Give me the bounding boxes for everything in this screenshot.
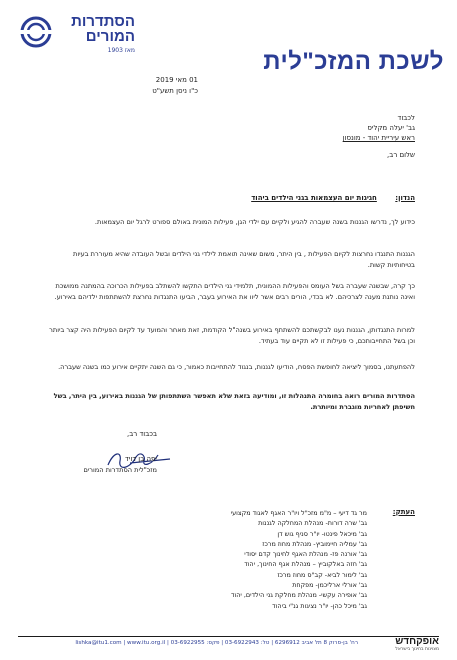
body-paragraph: למרות התנגדותן, הגננות נענו לבקשתכם להשתתף באירוע בשנה"ל הקודמת, זאת מאחר והמועד עד לקיום הפעילות היה קצר ביותר וכן בשל התחייבותכם, כי פעילות זו לא תקיים עוד בעתיד.	[49, 326, 415, 345]
body-paragraph: להפתעתנו, בסמוך ליציאה לחופשת הפסח, הודיעו לגננות, בנגוד להתחייבות כאמור, כי גם השנה יתקיים אירוע כמו בשנה שעברה.	[58, 363, 415, 371]
cc-item: גב' אופירה עקשי- מנהלת מחלקת גני הילדים, יהוד	[231, 591, 367, 600]
logo-wordmark: הסתדרות המורים	[71, 13, 135, 45]
closing-regards: בכבוד רב,	[127, 430, 157, 438]
ofek-chadash-logo	[377, 636, 439, 652]
cc-item: גב' עמליה חיימוביץ- מנהלת מחוז מרכז	[262, 539, 367, 548]
date-hebrew: כ"ו ניסן תשע"ט	[152, 87, 198, 95]
cc-item: גב' אורנה פז- מנהלת האגף לחינוך קדם יסודי	[244, 550, 367, 559]
body-paragraph: כידוע לך, נדרשו הגננות בשנה שעברה להגיע ולקיים עם ילדי הגן, פעילות המונית באולם ספורט לרגל יום העצמאות.	[94, 218, 415, 226]
signer-title: מזכ"לית הסתדרות המורים	[83, 466, 157, 474]
cc-item: גב' שרה דורות- מנהלת המחלקה לגננות	[258, 519, 367, 528]
union-emblem-icon	[20, 16, 52, 48]
subject-text: חגיגות יום העצמאות בגני הילדים ביהוד	[251, 194, 377, 202]
recipient-title: ראש עיריית יהוד - מונסון	[342, 134, 415, 142]
footer-divider	[18, 636, 439, 637]
logo-year: מאז 1903	[107, 47, 135, 54]
cc-item: גב' חזה באלקוביץ – מנהלת אגף החינוך, יהוד	[244, 560, 367, 569]
recipient-name: גב' יעלה מקליס	[367, 124, 415, 132]
body-paragraph: הגננות התנגדו נחרצות לקיום הפעילות , בין היתר, משום שאינה תואמת לילדי גני הילדים ובשל העובדה שהיא מעוררת בעיות בטיחותיות קשות.	[73, 250, 415, 269]
cc-item: גב' אורלי ארליכמן- מפקחת	[292, 581, 367, 590]
footer-contact: רח' בן-סרוק 8 תל אביב 6296912 | טל: 03-6922943 | פקס: 03-6922955 | lishka@itu1.com | www.itu.org.il	[75, 640, 358, 646]
cc-item: מר גד דיעי – מ"מ מזכ"ל ויו"ר האגף לאגוד מקצועי	[230, 509, 367, 517]
ofek-chadash-wordmark: אופקחדש	[395, 636, 439, 647]
cc-label: העתק:	[392, 508, 415, 516]
cc-list	[77, 508, 367, 611]
cc-item: גב' מיכאל פינטו- יו"ר סניף גוש דן	[277, 529, 367, 538]
subject-line	[251, 194, 415, 202]
office-title: לשכת המזכ"לית	[263, 48, 444, 75]
ofek-chadash-tagline: מצוינות בחינוך בישראל	[395, 647, 439, 652]
bold-paragraph: הסתדרות המורים רואה בחומרה התנהלות זו, ומודיעה בזאת שלא תאפשר השתתפותן של הגננות באירוע, בין היתר, בשל חשיפתן לאחריות מוגברת ומיותרת.	[53, 392, 415, 411]
greeting: שלום רב,	[387, 151, 415, 159]
cc-item: גב' מיכל כהן- יו"ר נציגות גנ"י ביהוד	[272, 601, 367, 610]
union-logo	[20, 14, 135, 60]
recipient-salutation: לכבוד	[397, 114, 415, 122]
body-paragraph: כך קרה, שבשנה שעברה בשל העומס והפעילות ההמונית, תלמידי גני הילדים התקשו להשתלב בפעילות הכרוכה בהמתנה ממושכת ואינה נותנת מענה לצרכיהם. לא בכדי, הורים רבים אשר ליוו את האירוע בעבר, הביעו התנגדות נחרצת להשתתפות ילדיהם באירוע.	[54, 282, 415, 301]
cc-item: גב' לימור לביא- קב"ס מחוז מרכז	[277, 570, 367, 579]
subject-label: הנדון:	[395, 194, 415, 202]
signer-name: יפה בן דויד	[124, 455, 157, 463]
date-gregorian: 01 מאי 2019	[155, 76, 198, 84]
